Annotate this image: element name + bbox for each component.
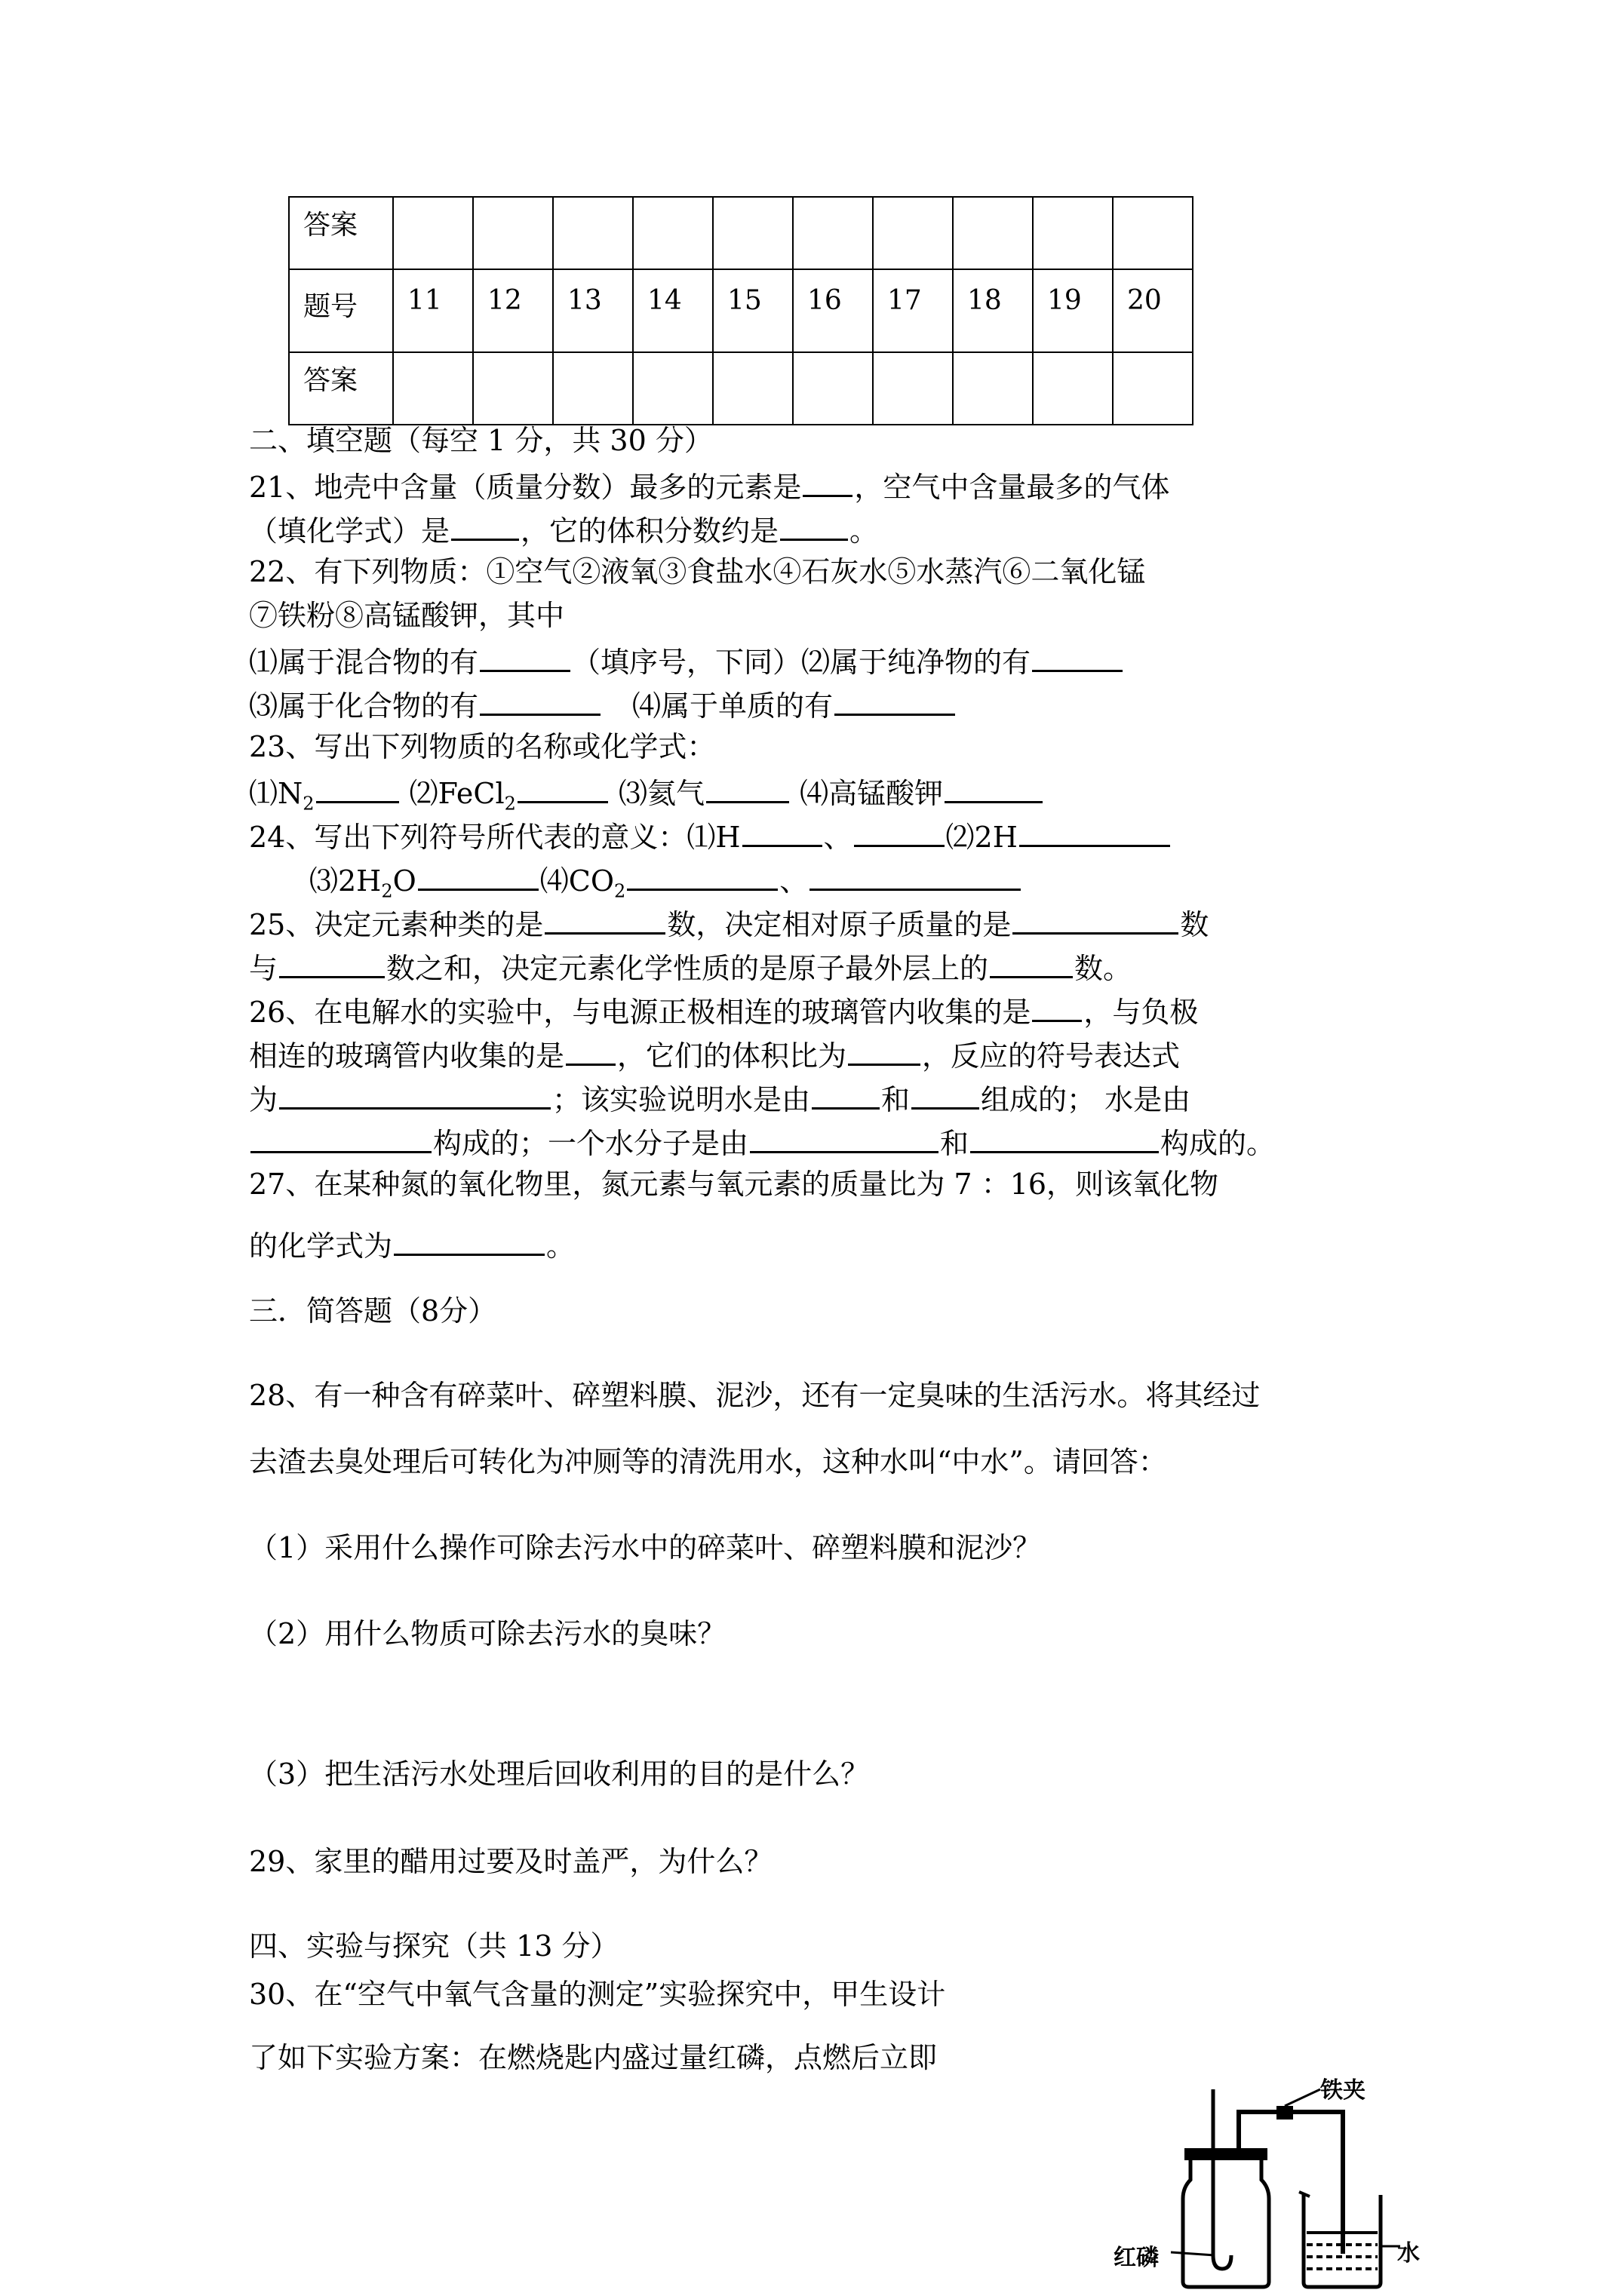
question-27-cont: 的化学式为 。 bbox=[249, 1226, 575, 1263]
section-title: 三．简答题（8分） bbox=[249, 1294, 497, 1328]
answer-blank[interactable] bbox=[742, 818, 822, 847]
answer-label: 答案 bbox=[289, 197, 393, 269]
answer-blank[interactable] bbox=[834, 686, 955, 716]
answer-blank[interactable] bbox=[854, 818, 945, 847]
answer-blank[interactable] bbox=[480, 643, 570, 672]
answer-label: 答案 bbox=[289, 352, 393, 425]
question-23-items: $⑴N_2$ ⑵FeCl$_2$ ⑶氦气 ⑷高锰酸钾 bbox=[249, 774, 1044, 810]
answer-table bbox=[288, 196, 1193, 425]
question-26-cont2: 为 ；该实验说明水是由 和 组成的； 水是由 bbox=[249, 1080, 1190, 1116]
answer-cell[interactable] bbox=[873, 352, 953, 425]
answer-cell[interactable] bbox=[713, 352, 793, 425]
question-28-1: （1）采用什么操作可除去污水中的碎菜叶、碎塑料膜和泥沙？ bbox=[249, 1531, 1042, 1564]
answer-blank[interactable] bbox=[848, 1036, 920, 1066]
answer-cell[interactable] bbox=[1113, 197, 1193, 269]
question-23: 23、写出下列物质的名称或化学式： bbox=[249, 730, 716, 763]
number-label: 题号 bbox=[289, 269, 393, 352]
phosphorus-label: 红磷 bbox=[1114, 2245, 1159, 2271]
section-title: 四、实验与探究（共 13 分） bbox=[249, 1929, 619, 1963]
answer-blank[interactable] bbox=[394, 1226, 545, 1256]
question-22-part1: ⑴属于混合物的有 （填序号，下同）⑵属于纯净物的有 bbox=[249, 643, 1124, 679]
answer-cell[interactable] bbox=[1033, 197, 1113, 269]
question-number: 14 bbox=[633, 269, 713, 352]
question-25-cont: 与 数之和，决定元素化学性质的是原子最外层上的 数。 bbox=[249, 949, 1132, 985]
answer-cell[interactable] bbox=[793, 352, 873, 425]
question-number: 13 bbox=[553, 269, 633, 352]
question-number: 12 bbox=[473, 269, 553, 352]
question-30-cont: 了如下实验方案：在燃烧匙内盛过量红磷，点燃后立即 bbox=[249, 2041, 938, 2074]
question-number: 15 bbox=[713, 269, 793, 352]
question-29: 29、家里的醋用过要及时盖严，为什么？ bbox=[249, 1845, 773, 1878]
water-label: 水 bbox=[1397, 2240, 1420, 2267]
question-25: 25、决定元素种类的是 数，决定相对原子质量的是 数 bbox=[249, 905, 1209, 941]
question-22-part2: ⑶属于化合物的有 ⑷属于单质的有 bbox=[249, 686, 957, 723]
answer-cell[interactable] bbox=[473, 197, 553, 269]
answer-blank[interactable] bbox=[627, 861, 778, 891]
answer-blank[interactable] bbox=[250, 1124, 432, 1153]
answer-blank[interactable] bbox=[279, 949, 385, 978]
question-24-cont: $⑶2H_2O$ $⑷CO_2$ 、 bbox=[309, 861, 1022, 898]
answer-blank[interactable] bbox=[911, 1080, 979, 1110]
question-22: 22、有下列物质：①空气②液氧③食盐水④石灰水⑤水蒸汽⑥二氧化锰 bbox=[249, 555, 1146, 588]
question-26-cont1: 相连的玻璃管内收集的是 ，它们的体积比为 ，反应的符号表达式 bbox=[249, 1036, 1180, 1073]
answer-blank[interactable] bbox=[809, 861, 1021, 891]
answer-cell[interactable] bbox=[1113, 352, 1193, 425]
answer-blank[interactable] bbox=[545, 905, 665, 935]
question-24: 24、写出下列符号所代表的意义：⑴H 、 ⑵2H bbox=[249, 818, 1172, 854]
answer-blank[interactable] bbox=[970, 1124, 1159, 1153]
answer-blank[interactable] bbox=[1032, 993, 1082, 1022]
answer-cell[interactable] bbox=[393, 197, 473, 269]
question-number: 19 bbox=[1033, 269, 1113, 352]
answer-blank[interactable] bbox=[480, 686, 601, 716]
question-28-cont: 去渣去臭处理后可转化为冲厕等的清洗用水，这种水叫“中水”。请回答： bbox=[249, 1445, 1167, 1478]
answer-blank[interactable] bbox=[945, 774, 1043, 803]
answer-blank[interactable] bbox=[750, 1124, 938, 1153]
answer-cell[interactable] bbox=[713, 197, 793, 269]
question-22-cont: ⑦铁粉⑧高锰酸钾，其中 bbox=[249, 599, 565, 632]
answer-cell[interactable] bbox=[553, 197, 633, 269]
answer-blank[interactable] bbox=[1032, 643, 1123, 672]
question-26: 26、在电解水的实验中，与电源正极相连的玻璃管内收集的是 ，与负极 bbox=[249, 993, 1198, 1029]
question-26-cont3: 构成的；一个水分子是由 和 构成的。 bbox=[249, 1124, 1275, 1160]
answer-cell[interactable] bbox=[793, 197, 873, 269]
answer-cell[interactable] bbox=[953, 352, 1033, 425]
answer-blank[interactable] bbox=[990, 949, 1073, 978]
apparatus-figure bbox=[1101, 2067, 1418, 2293]
answer-blank[interactable] bbox=[1012, 905, 1178, 935]
question-30: 30、在“空气中氧气含量的测定”实验探究中，甲生设计 bbox=[249, 1978, 946, 2011]
answer-blank[interactable] bbox=[518, 774, 608, 803]
answer-blank[interactable] bbox=[279, 1080, 551, 1110]
question-number: 18 bbox=[953, 269, 1033, 352]
answer-blank[interactable] bbox=[1019, 818, 1170, 847]
question-number: 16 bbox=[793, 269, 873, 352]
question-28: 28、有一种含有碎菜叶、碎塑料膜、泥沙，还有一定臭味的生活污水。将其经过 bbox=[249, 1379, 1261, 1412]
answer-blank[interactable] bbox=[418, 861, 539, 891]
answer-blank[interactable] bbox=[566, 1036, 616, 1066]
question-21: 21、地壳中含量（质量分数）最多的元素是 ，空气中含量最多的气体 bbox=[249, 468, 1169, 504]
answer-blank[interactable] bbox=[812, 1080, 880, 1110]
question-number: 20 bbox=[1113, 269, 1193, 352]
answer-cell[interactable] bbox=[473, 352, 553, 425]
question-number: 11 bbox=[393, 269, 473, 352]
clamp-label: 铁夹 bbox=[1320, 2077, 1365, 2104]
answer-cell[interactable] bbox=[953, 197, 1033, 269]
answer-blank[interactable] bbox=[451, 511, 519, 541]
question-21-cont: （填化学式）是 ，它的体积分数约是 。 bbox=[249, 511, 878, 548]
answer-cell[interactable] bbox=[393, 352, 473, 425]
table-row bbox=[289, 269, 1193, 352]
table-row bbox=[289, 197, 1193, 269]
answer-cell[interactable] bbox=[553, 352, 633, 425]
answer-cell[interactable] bbox=[873, 197, 953, 269]
answer-blank[interactable] bbox=[706, 774, 789, 803]
question-28-2: （2）用什么物质可除去污水的臭味？ bbox=[249, 1617, 727, 1650]
question-27: 27、在某种氮的氧化物里，氮元素与氧元素的质量比为 7 ：16，则该氧化物 bbox=[249, 1168, 1219, 1201]
answer-blank[interactable] bbox=[316, 774, 399, 803]
section-title: 二、填空题（每空 1 分，共 30 分） bbox=[249, 424, 713, 457]
answer-cell[interactable] bbox=[1033, 352, 1113, 425]
answer-cell[interactable] bbox=[633, 352, 713, 425]
answer-cell[interactable] bbox=[633, 197, 713, 269]
question-28-3: （3）把生活污水处理后回收利用的目的是什么？ bbox=[249, 1757, 870, 1791]
table-row bbox=[289, 352, 1193, 425]
answer-blank[interactable] bbox=[803, 468, 852, 497]
answer-blank[interactable] bbox=[780, 511, 848, 541]
question-number: 17 bbox=[873, 269, 953, 352]
